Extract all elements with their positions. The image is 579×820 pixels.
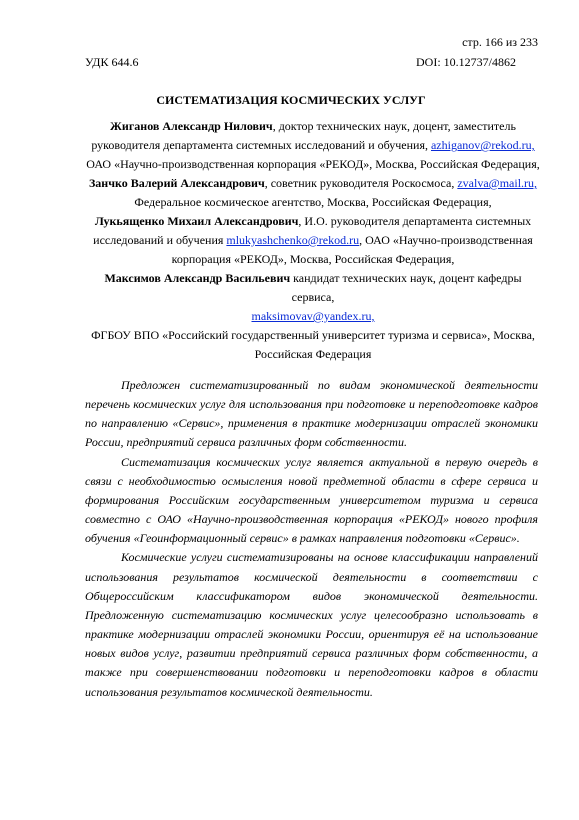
doi-prefix: DOI: 10.12737/ xyxy=(416,55,492,69)
author-affiliation: , ОАО «Научно-производственная корпорация «РЕКОД», Москва, Российская Федерация, xyxy=(171,233,533,266)
udc-code: УДК 644.6 xyxy=(85,55,139,69)
author-affiliation: ОАО «Научно-производственная корпорация «РЕКОД», Москва, Российская Федерация, xyxy=(86,157,540,171)
article-title: СИСТЕМАТИЗАЦИЯ КОСМИЧЕСКИХ УСЛУГ xyxy=(156,93,426,107)
author-name: Жиганов Александр Нилович xyxy=(110,119,273,133)
author-affiliation: ФГБОУ ВПО «Российский государственный университет туризма и сервиса», Москва, Российская Федерация xyxy=(91,328,535,361)
author-email-link[interactable]: zvalva@mail.ru, xyxy=(457,176,538,190)
author-name: Занчко Валерий Александрович xyxy=(88,176,265,190)
author-name: Лукьященко Михаил Александрович xyxy=(94,214,299,228)
author-email-link[interactable]: mlukyashchenko@rekod.ru xyxy=(226,233,360,247)
author-name: Максимов Александр Васильевич xyxy=(104,271,291,285)
author-details: , И.О. руководителя департамента системных исследований и обучения xyxy=(93,214,532,247)
author-email-link[interactable]: maksimovav@yandex.ru, xyxy=(251,309,375,323)
author-entry xyxy=(82,119,544,174)
doi xyxy=(416,55,516,69)
author-details: , советник руководителя Роскосмоса, xyxy=(264,176,458,190)
author-affiliation: Федеральное космическое агентство, Москва, Российская Федерация, xyxy=(134,195,492,209)
author-entry xyxy=(82,176,544,212)
abstract-paragraph: Предложен систематизированный по видам экономической деятельности перечень космических услуг для использования при подготовке и переподготовке кадров по направлению «Сервис», применения в практике модернизации отраслей экономики России, предприятий сервиса различных форм собственности. xyxy=(85,378,538,450)
doi-suffix: 4862 xyxy=(492,55,516,69)
author-entry xyxy=(93,214,533,266)
abstract-paragraph: Космические услуги систематизированы на основе классификации направлений использования результатов космической деятельности в соответствии с Общероссийским классификатором видов экономической деятельности. Предложенную систематизацию космических услуг целесообразно использовать в практике модернизации отраслей экономики России, ориентируя её на использование новых видов услуг, развитии предприятий сервиса различных форм собственности, а также при совершенствовании подготовки и переподготовки кадров в области использования результатов космической деятельности. xyxy=(85,550,538,699)
author-details: кандидат технических наук, доцент кафедры сервиса, xyxy=(290,271,522,304)
author-details: , доктор технических наук, доцент, заместитель руководителя департамента системных исследований и обучения, xyxy=(91,119,516,152)
abstract-paragraph: Систематизация космических услуг является актуальной в первую очередь в связи с необходимостью осмысления новой предметной области в сфере сервиса и формирования Российским государственным университетом туризма и сервиса совместно с ОАО «Научно-производственная корпорация «РЕКОД» нового профиля обучения «Геоинформационный сервис» в рамках направления подготовки «Сервис». xyxy=(85,454,538,546)
author-email-link[interactable]: azhiganov@rekod.ru, xyxy=(430,138,535,152)
abstract xyxy=(85,376,538,702)
page-number: стр. 166 из 233 xyxy=(462,35,538,49)
author-entry xyxy=(82,269,544,364)
author-block xyxy=(82,117,544,364)
